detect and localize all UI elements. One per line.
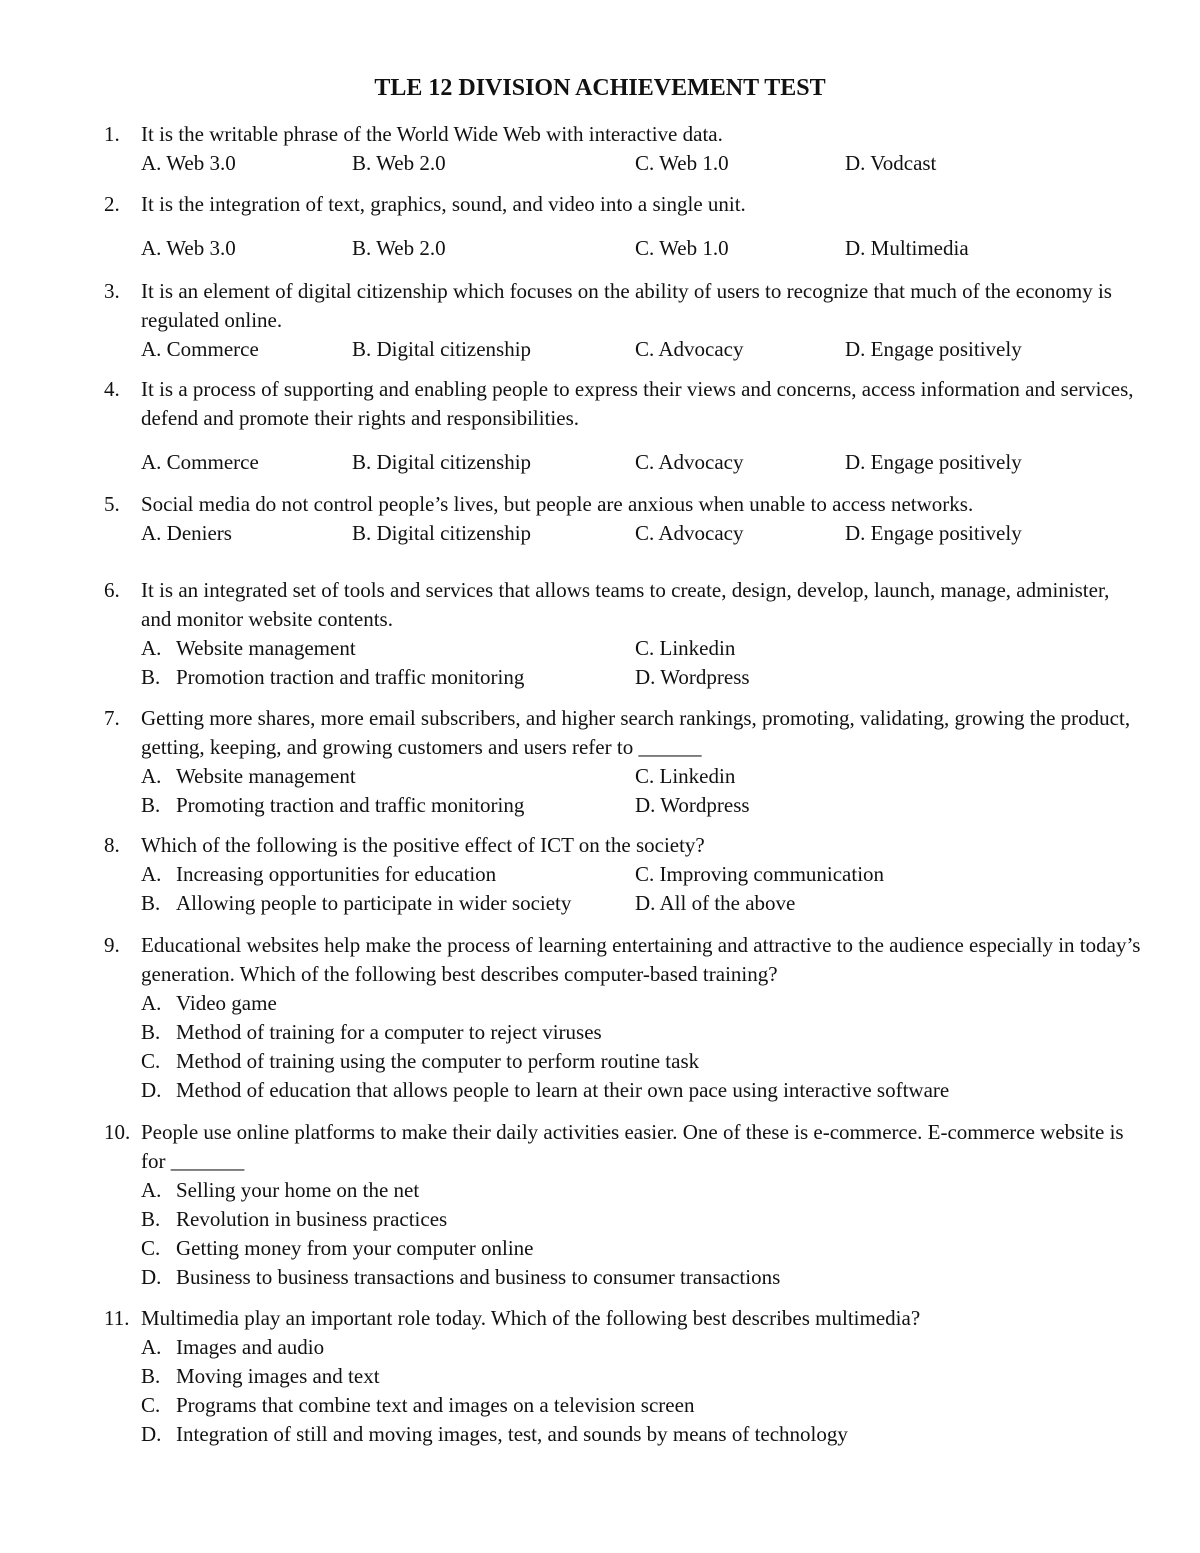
question-text: Educational websites help make the process of learning entertaining and attractive to the audience especially in today’s generation. Which of the following best describes computer-based training? [141, 933, 1141, 986]
page-title: TLE 12 DIVISION ACHIEVEMENT TEST [374, 75, 826, 101]
options-row [141, 989, 1144, 1018]
question-number: 9. [104, 933, 120, 957]
option-d[interactable]: D. Engage positively [845, 337, 1022, 361]
option-b[interactable]: Method of training for a computer to reject viruses [176, 1020, 602, 1044]
question-6 [104, 576, 1144, 692]
option-letter: B. [141, 1020, 161, 1044]
option-a[interactable]: Selling your home on the net [176, 1178, 420, 1202]
question-number: 3. [104, 279, 120, 303]
question-number: 5. [104, 492, 120, 516]
option-c[interactable]: C. Web 1.0 [635, 151, 729, 175]
options-row [141, 860, 1144, 889]
question-stem [104, 1118, 1144, 1176]
option-letter: A. [141, 764, 162, 788]
question-number: 4. [104, 377, 120, 401]
option-d[interactable]: Business to business transactions and business to consumer transactions [176, 1265, 781, 1289]
question-text: It is the writable phrase of the World Wide Web with interactive data. [141, 122, 723, 146]
option-a[interactable]: Increasing opportunities for education [176, 862, 497, 886]
option-c[interactable]: C. Advocacy [635, 450, 744, 474]
question-text: Social media do not control people’s lives, but people are anxious when unable to access networks. [141, 492, 974, 516]
option-d[interactable]: D. Engage positively [845, 450, 1022, 474]
options-row [141, 1176, 1144, 1205]
option-b[interactable]: B. Digital citizenship [352, 521, 532, 545]
option-letter: B. [141, 891, 161, 915]
option-c[interactable]: Getting money from your computer online [176, 1236, 534, 1260]
option-c[interactable]: C. Advocacy [635, 521, 744, 545]
option-letter: A. [141, 862, 162, 886]
option-c[interactable]: C. Linkedin [635, 764, 736, 788]
option-b[interactable]: B. Web 2.0 [352, 236, 446, 260]
option-b[interactable]: B. Web 2.0 [352, 151, 446, 175]
question-text: People use online platforms to make their daily activities easier. One of these is e-commerce. E-commerce website is for _______ [141, 1120, 1124, 1173]
option-a[interactable]: A. Commerce [141, 450, 259, 474]
question-text: Multimedia play an important role today. Which of the following best describes multimedia? [141, 1306, 921, 1330]
question-number: 11. [104, 1306, 130, 1330]
question-5 [104, 490, 1144, 548]
question-4 [104, 375, 1144, 477]
question-text: It is an integrated set of tools and services that allows teams to create, design, develop, launch, manage, administer, and monitor website contents. [141, 578, 1110, 631]
options-row [141, 448, 1144, 477]
options-row [141, 1420, 1144, 1449]
question-number: 2. [104, 192, 120, 216]
options-row [141, 519, 1144, 548]
question-stem [104, 704, 1144, 762]
question-stem [104, 1304, 1144, 1333]
option-letter: C. [141, 1236, 161, 1260]
question-number: 8. [104, 833, 120, 857]
option-a[interactable]: Website management [176, 636, 356, 660]
options-row [141, 1205, 1144, 1234]
question-7 [104, 704, 1144, 820]
question-stem [104, 576, 1144, 634]
question-number: 1. [104, 122, 120, 146]
option-letter: A. [141, 991, 162, 1015]
option-letter: C. [141, 1049, 161, 1073]
option-letter: D. [141, 1078, 162, 1102]
options-row [141, 663, 1144, 692]
question-stem [104, 277, 1144, 335]
option-c[interactable]: C. Web 1.0 [635, 236, 729, 260]
option-c[interactable]: C. Improving communication [635, 862, 885, 886]
option-d[interactable]: Method of education that allows people to learn at their own pace using interactive software [176, 1078, 950, 1102]
option-d[interactable]: D. Engage positively [845, 521, 1022, 545]
option-c[interactable]: Method of training using the computer to perform routine task [176, 1049, 700, 1073]
option-letter: B. [141, 665, 161, 689]
option-letter: A. [141, 1178, 162, 1202]
question-stem [104, 120, 1144, 149]
options-row [141, 1018, 1144, 1047]
question-1 [104, 120, 1144, 178]
option-a[interactable]: A. Deniers [141, 521, 232, 545]
question-text: It is the integration of text, graphics, sound, and video into a single unit. [141, 192, 746, 216]
question-stem [104, 190, 1144, 219]
question-stem [104, 490, 1144, 519]
option-b[interactable]: B. Digital citizenship [352, 450, 532, 474]
question-9 [104, 931, 1144, 1105]
option-c[interactable]: C. Linkedin [635, 636, 736, 660]
question-text: Which of the following is the positive effect of ICT on the society? [141, 833, 705, 857]
option-b[interactable]: Promotion traction and traffic monitoring [176, 665, 525, 689]
options-row [141, 1362, 1144, 1391]
option-letter: B. [141, 1364, 161, 1388]
options-row [141, 1263, 1144, 1292]
question-8 [104, 831, 1144, 918]
option-d[interactable]: D. All of the above [635, 891, 796, 915]
option-b[interactable]: Revolution in business practices [176, 1207, 448, 1231]
option-a[interactable]: Video game [176, 991, 277, 1015]
option-b[interactable]: Promoting traction and traffic monitoring [176, 793, 525, 817]
option-d[interactable]: D. Wordpress [635, 665, 750, 689]
question-10 [104, 1118, 1144, 1292]
option-d[interactable]: D. Multimedia [845, 236, 969, 260]
options-row [141, 1076, 1144, 1105]
option-letter: D. [141, 1422, 162, 1446]
options-row [141, 1333, 1144, 1362]
question-stem [104, 375, 1144, 433]
options-row [141, 149, 1144, 178]
option-a[interactable]: A. Commerce [141, 337, 259, 361]
question-text: Getting more shares, more email subscribers, and higher search rankings, promoting, validating, growing the product, getting, keeping, and growing customers and users refer to ______ [141, 706, 1131, 759]
option-letter: B. [141, 1207, 161, 1231]
question-3 [104, 277, 1144, 364]
question-text: It is an element of digital citizenship which focuses on the ability of users to recognize that much of the economy is regulated online. [141, 279, 1112, 332]
options-row [141, 234, 1144, 263]
question-text: It is a process of supporting and enabling people to express their views and concerns, access information and services, defend and promote their rights and responsibilities. [141, 377, 1134, 430]
option-letter: A. [141, 1335, 162, 1359]
option-letter: A. [141, 636, 162, 660]
question-11 [104, 1304, 1144, 1449]
option-a[interactable]: Images and audio [176, 1335, 325, 1359]
option-c[interactable]: Programs that combine text and images on a television screen [176, 1393, 695, 1417]
option-a[interactable]: A. Web 3.0 [141, 151, 236, 175]
option-a[interactable]: A. Web 3.0 [141, 236, 236, 260]
option-b[interactable]: Moving images and text [176, 1364, 380, 1388]
question-number: 7. [104, 706, 120, 730]
options-row [141, 889, 1144, 918]
option-letter: D. [141, 1265, 162, 1289]
option-d[interactable]: Integration of still and moving images, test, and sounds by means of technology [176, 1422, 848, 1446]
options-row [141, 634, 1144, 663]
question-number: 6. [104, 578, 120, 602]
options-row [141, 1391, 1144, 1420]
options-row [141, 1047, 1144, 1076]
option-c[interactable]: C. Advocacy [635, 337, 744, 361]
option-letter: B. [141, 793, 161, 817]
question-number: 10. [104, 1120, 131, 1144]
option-b[interactable]: Allowing people to participate in wider society [176, 891, 572, 915]
question-2 [104, 190, 1144, 263]
option-letter: C. [141, 1393, 161, 1417]
options-row [141, 791, 1144, 820]
option-a[interactable]: Website management [176, 764, 356, 788]
option-b[interactable]: B. Digital citizenship [352, 337, 532, 361]
option-d[interactable]: D. Wordpress [635, 793, 750, 817]
question-stem [104, 831, 1144, 860]
options-row [141, 335, 1144, 364]
option-d[interactable]: D. Vodcast [845, 151, 937, 175]
options-row [141, 762, 1144, 791]
question-stem [104, 931, 1144, 989]
options-row [141, 1234, 1144, 1263]
